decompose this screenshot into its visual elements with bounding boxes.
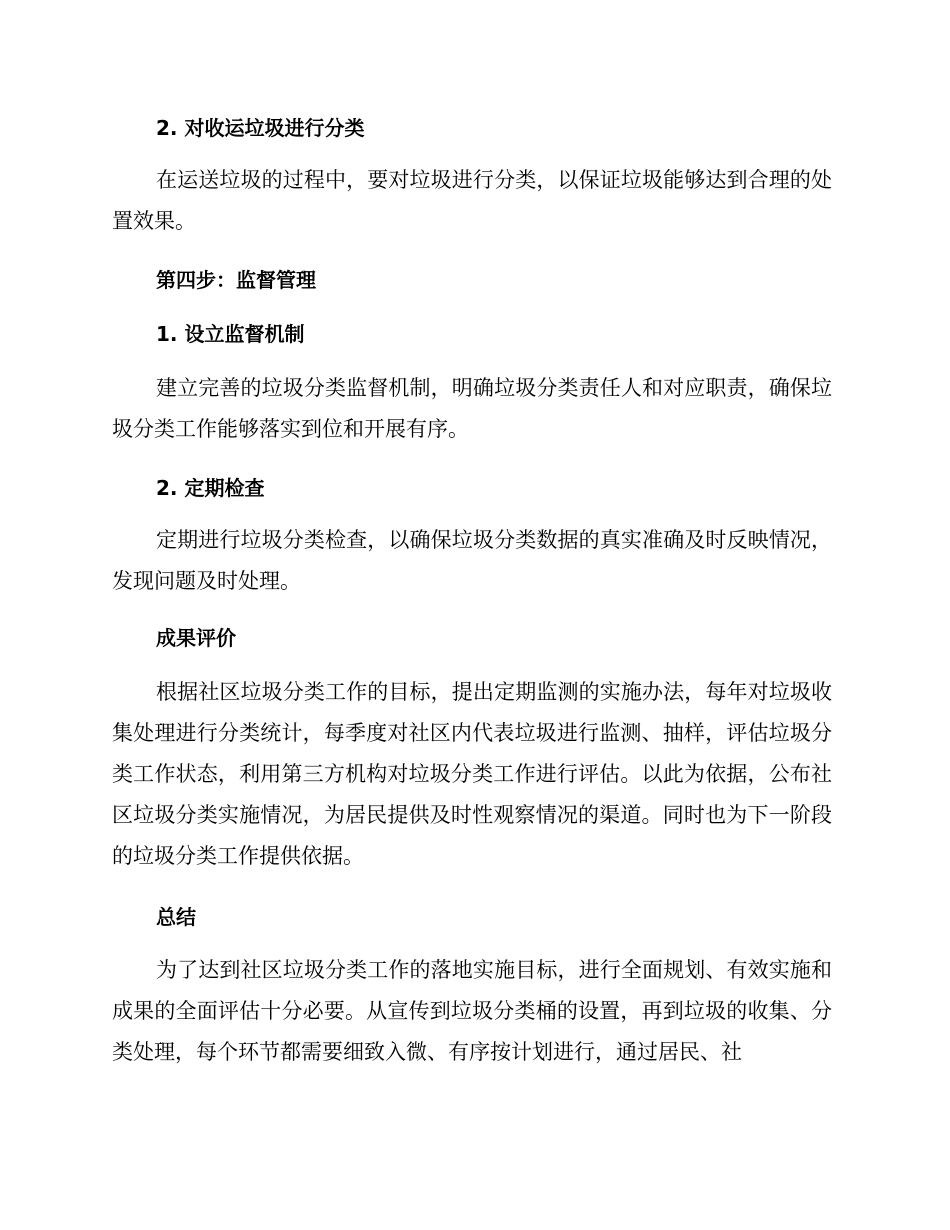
paragraph-supervision-mechanism: 建立完善的垃圾分类监督机制，明确垃圾分类责任人和对应职责，确保垃圾分类工作能够落实到位和开展有序。	[112, 376, 832, 441]
section-heading-results-evaluation: 成果评价	[156, 626, 236, 650]
paragraph-results-evaluation: 根据社区垃圾分类工作的目标，提出定期监测的实施办法，每年对垃圾收集处理进行分类统计，每季度对社区内代表垃圾进行监测、抽样，评估垃圾分类工作状态，利用第三方机构对垃圾分类工作进行评估。以此为依据，公布社区垃圾分类实施情况，为居民提供及时性观察情况的渠道。同时也为下一阶段的垃圾分类工作提供依据。	[112, 680, 832, 868]
paragraph-summary: 为了达到社区垃圾分类工作的落地实施目标，进行全面规划、有效实施和成果的全面评估十分必要。从宣传到垃圾分类桶的设置，再到垃圾的收集、分类处理，每个环节都需要细致入微、有序按计划进行，通过居民、社	[112, 958, 832, 1064]
section-heading-establish-supervision: 1. 设立监督机制	[156, 322, 305, 346]
paragraph-regular-inspection: 定期进行垃圾分类检查，以确保垃圾分类数据的真实准确及时反映情况，发现问题及时处理。	[112, 528, 832, 593]
section-heading-sort-collected-waste: 2. 对收运垃圾进行分类	[156, 116, 365, 140]
paragraph-sort-during-transport: 在运送垃圾的过程中，要对垃圾进行分类，以保证垃圾能够达到合理的处置效果。	[112, 168, 832, 233]
section-heading-summary: 总结	[156, 905, 196, 929]
section-heading-step-four-supervision: 第四步：监督管理	[156, 268, 316, 292]
section-heading-regular-inspection: 2. 定期检查	[156, 476, 265, 500]
